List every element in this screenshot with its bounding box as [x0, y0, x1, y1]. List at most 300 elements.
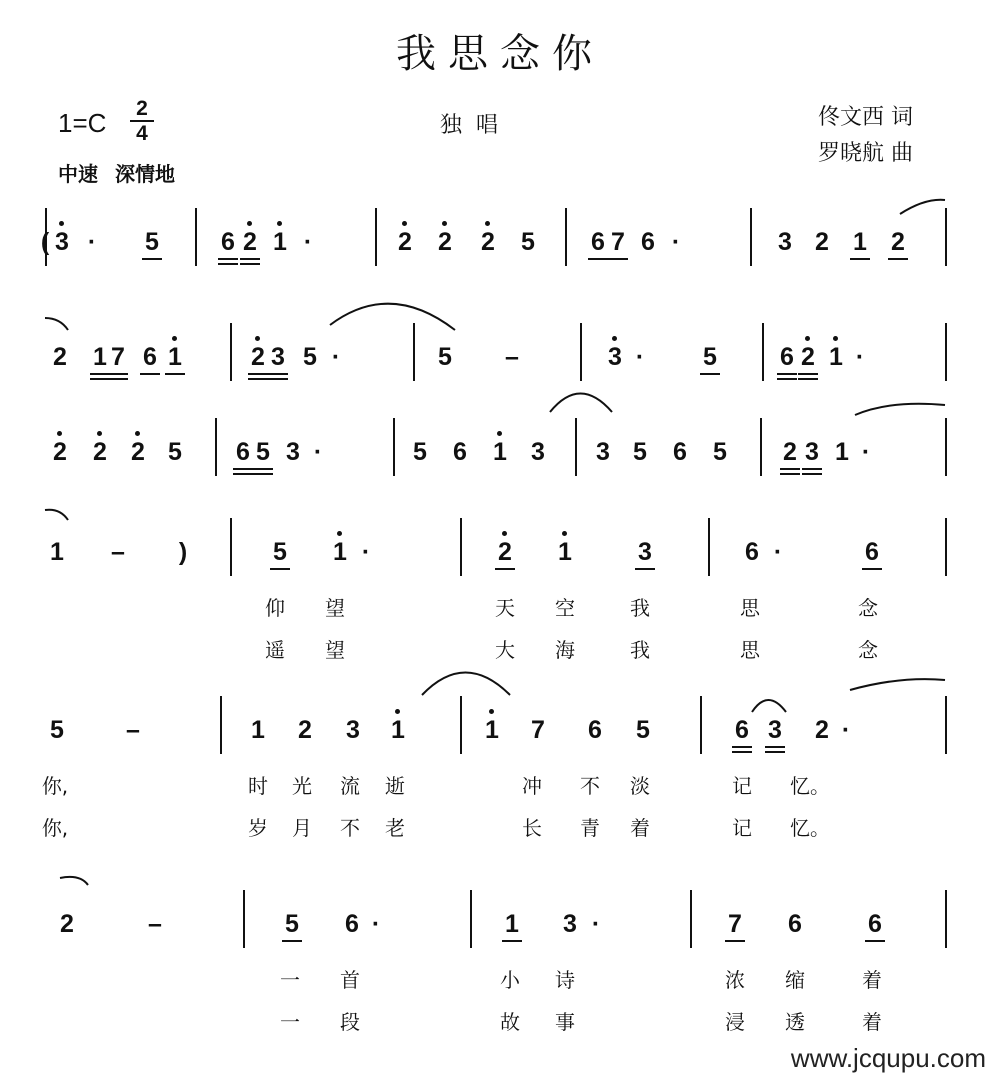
note-digit: 3: [563, 910, 577, 938]
note-digit: 5: [303, 343, 317, 371]
note-digit: 5: [273, 538, 287, 566]
lyric-verse-2: 我: [630, 638, 650, 662]
duration-underline: [233, 468, 253, 470]
note: [126, 440, 150, 465]
octave-dot: [395, 709, 400, 714]
note-digit: 5: [438, 343, 452, 371]
lyric-verse-1: 小: [500, 968, 520, 992]
note-digit: 1: [251, 716, 265, 744]
note-digit: 1: [485, 716, 499, 744]
slur: [45, 510, 68, 520]
duration-underline: [635, 568, 655, 570]
note-digit: 1: [493, 438, 507, 466]
note-digit: 6: [745, 538, 759, 566]
note-digit: 2: [801, 343, 815, 371]
note-digit: ·: [87, 228, 97, 256]
note: [216, 230, 240, 255]
note-digit: 3: [778, 228, 792, 256]
lyric-verse-1: 逝: [385, 774, 405, 798]
note: [433, 345, 457, 370]
note-digit: 6: [143, 343, 157, 371]
note: [238, 230, 262, 255]
bar-line: [580, 323, 582, 381]
note-digit: 2: [815, 716, 829, 744]
lyric-verse-2: 望: [325, 638, 345, 662]
duration-underline: [725, 940, 745, 942]
key-signature: 1=C: [58, 108, 107, 138]
duration-underline: [588, 258, 608, 260]
lyric-verse-2: 长: [522, 816, 542, 840]
note-digit: 6: [236, 438, 250, 466]
note-digit: 2: [251, 343, 265, 371]
duration-underline: [218, 258, 238, 260]
lyric-verse-2: 遥: [265, 638, 285, 662]
duration-underline: [108, 378, 128, 380]
bar-line: [575, 418, 577, 476]
note: [163, 440, 187, 465]
note: [45, 540, 69, 565]
note-digit: 3: [271, 343, 285, 371]
note: [50, 230, 74, 255]
note-digit: 5: [633, 438, 647, 466]
duration-underline: [142, 258, 162, 260]
slur: [855, 404, 945, 415]
note-digit: 7: [111, 343, 125, 371]
note: [266, 345, 290, 370]
note: [848, 230, 872, 255]
note: [863, 912, 887, 937]
lyric-verse-1: 缩: [785, 968, 805, 992]
note-digit: 3: [608, 343, 622, 371]
duration-underline: [282, 940, 302, 942]
note: [48, 345, 72, 370]
note-digit: 6: [780, 343, 794, 371]
note: [668, 440, 692, 465]
lyric-verse-1: 空: [555, 596, 575, 620]
note-digit: 6: [868, 910, 882, 938]
slur: [550, 394, 612, 413]
note: [730, 718, 754, 743]
slur: [422, 673, 510, 696]
note: [354, 540, 378, 565]
note: [268, 540, 292, 565]
duration-underline: [233, 473, 253, 475]
note: [143, 912, 167, 937]
note: [140, 230, 164, 255]
note: [328, 540, 352, 565]
note-digit: 5: [50, 716, 64, 744]
note: [341, 718, 365, 743]
note: [800, 440, 824, 465]
note: [778, 440, 802, 465]
bar-line: [393, 418, 395, 476]
note-digit: 5: [521, 228, 535, 256]
note: [766, 540, 790, 565]
note-digit: ·: [591, 910, 601, 938]
bar-line: [945, 208, 947, 266]
duration-underline: [888, 258, 908, 260]
note-digit: 3: [531, 438, 545, 466]
duration-underline: [798, 373, 818, 375]
note-digit: –: [505, 343, 519, 371]
note-digit: 3: [55, 228, 69, 256]
duration-underline: [108, 373, 128, 375]
lyric-verse-1: 思: [740, 596, 760, 620]
note: [48, 440, 72, 465]
bar-line: [215, 418, 217, 476]
note: [834, 718, 858, 743]
note-digit: 1: [558, 538, 572, 566]
note: [393, 230, 417, 255]
note-digit: ·: [671, 228, 681, 256]
duration-underline: [700, 373, 720, 375]
lyric-verse-2: 青: [580, 816, 600, 840]
watermark: www.jcqupu.com: [790, 1043, 986, 1073]
note: [723, 912, 747, 937]
note: [88, 440, 112, 465]
slur: [850, 679, 945, 690]
note: [493, 540, 517, 565]
duration-underline: [218, 263, 238, 265]
note-digit: ·: [361, 538, 371, 566]
note-digit: 2: [815, 228, 829, 256]
note: [854, 440, 878, 465]
lyric-verse-2: 大: [495, 638, 515, 662]
note: [45, 718, 69, 743]
note-digit: 6: [641, 228, 655, 256]
note: [603, 345, 627, 370]
note-digit: 2: [53, 343, 67, 371]
note-digit: 6: [345, 910, 359, 938]
slur: [900, 200, 945, 214]
duration-underline: [780, 468, 800, 470]
note-digit: 3: [805, 438, 819, 466]
duration-underline: [732, 751, 752, 753]
note: [106, 540, 130, 565]
duration-underline: [140, 373, 160, 375]
note: [281, 440, 305, 465]
duration-underline: [240, 263, 260, 265]
note-digit: –: [148, 910, 162, 938]
octave-dot: [402, 221, 407, 226]
lyric-verse-1: 诗: [555, 968, 575, 992]
note: [251, 440, 275, 465]
lyric-verse-2: 忆。: [790, 816, 830, 840]
note: [628, 440, 652, 465]
lyric-verse-1: 仰: [265, 596, 285, 620]
note-digit: 6: [453, 438, 467, 466]
duration-underline: [765, 751, 785, 753]
duration-underline: [777, 378, 797, 380]
note-digit: 3: [768, 716, 782, 744]
lyric-verse-1: 时: [248, 774, 268, 798]
octave-dot: [502, 531, 507, 536]
note: [584, 912, 608, 937]
note-digit: 7: [611, 228, 625, 256]
duration-underline: [165, 373, 185, 375]
note: [886, 230, 910, 255]
duration-underline: [765, 746, 785, 748]
note: [408, 440, 432, 465]
duration-underline: [732, 746, 752, 748]
note: [306, 440, 330, 465]
bar-line: [708, 518, 710, 576]
note-digit: 1: [93, 343, 107, 371]
bar-line: [243, 890, 245, 948]
duration-underline: [798, 378, 818, 380]
note: [293, 718, 317, 743]
note: [138, 345, 162, 370]
note-digit: 6: [588, 716, 602, 744]
duration-underline: [608, 258, 628, 260]
lyric-verse-1: 着: [862, 968, 882, 992]
note-digit: 5: [713, 438, 727, 466]
note-digit: 2: [243, 228, 257, 256]
bar-line: [230, 518, 232, 576]
duration-underline: [240, 258, 260, 260]
note-digit: ·: [313, 438, 323, 466]
lyric-verse-2: 你,: [41, 816, 69, 840]
note-digit: 6: [735, 716, 749, 744]
note: [763, 718, 787, 743]
note-digit: 1: [273, 228, 287, 256]
lyric-verse-1: 冲: [522, 774, 542, 798]
note: [636, 230, 660, 255]
octave-dot: [497, 431, 502, 436]
tempo-marking: 中速 深情地: [58, 162, 175, 186]
bar-line: [220, 696, 222, 754]
note: [340, 912, 364, 937]
note-digit: 6: [221, 228, 235, 256]
bar-line: [945, 890, 947, 948]
note: [664, 230, 688, 255]
note-digit: ·: [635, 343, 645, 371]
bar-line: [945, 518, 947, 576]
note: [246, 718, 270, 743]
note-digit: 7: [728, 910, 742, 938]
note-digit: 1: [168, 343, 182, 371]
duration-underline: [90, 378, 110, 380]
note: [480, 718, 504, 743]
time-signature-bottom: 4: [136, 122, 148, 145]
note: [526, 440, 550, 465]
lyric-verse-2: 浸: [725, 1010, 745, 1034]
note-digit: 3: [286, 438, 300, 466]
note: [591, 440, 615, 465]
lyric-verse-1: 你,: [41, 774, 69, 798]
note: [448, 440, 472, 465]
octave-dot: [805, 336, 810, 341]
note-digit: 5: [413, 438, 427, 466]
note: [55, 912, 79, 937]
performance-mode: 独唱: [440, 113, 513, 138]
note: [280, 912, 304, 937]
note: [364, 912, 388, 937]
note: [433, 230, 457, 255]
octave-dot: [489, 709, 494, 714]
note: [268, 230, 292, 255]
lyric-verse-1: 记: [732, 774, 752, 798]
duration-underline: [780, 473, 800, 475]
note: [606, 230, 630, 255]
note: [80, 230, 104, 255]
octave-dot: [612, 336, 617, 341]
note: [298, 345, 322, 370]
note: [583, 718, 607, 743]
duration-underline: [270, 568, 290, 570]
note-digit: 3: [596, 438, 610, 466]
note-digit: 6: [788, 910, 802, 938]
song-title: 我思念你: [396, 31, 604, 77]
note: [628, 345, 652, 370]
note: [740, 540, 764, 565]
note-digit: (: [40, 228, 50, 256]
note-digit: 6: [591, 228, 605, 256]
note: [386, 718, 410, 743]
note-digit: ·: [855, 343, 865, 371]
bar-line: [460, 518, 462, 576]
note: [830, 440, 854, 465]
octave-dot: [97, 431, 102, 436]
note-digit: 2: [891, 228, 905, 256]
note-digit: ·: [861, 438, 871, 466]
note-digit: 1: [391, 716, 405, 744]
time-signature-top: 2: [136, 97, 148, 120]
note: [324, 345, 348, 370]
note: [558, 912, 582, 937]
note-digit: 1: [505, 910, 519, 938]
note: [500, 912, 524, 937]
slur: [330, 304, 455, 330]
duration-underline: [253, 468, 273, 470]
octave-dot: [247, 221, 252, 226]
note: [631, 718, 655, 743]
lyric-verse-1: 我: [630, 596, 650, 620]
note-digit: –: [126, 716, 140, 744]
slur: [60, 877, 88, 885]
bar-line: [195, 208, 197, 266]
note: [476, 230, 500, 255]
bar-line: [750, 208, 752, 266]
duration-underline: [495, 568, 515, 570]
lyric-verse-2: 一: [280, 1010, 300, 1034]
octave-dot: [255, 336, 260, 341]
note: [163, 345, 187, 370]
lyric-verse-2: 事: [555, 1010, 575, 1034]
composer-credit: 罗晓航 曲: [818, 141, 913, 166]
time-signature: [130, 98, 154, 144]
octave-dot: [57, 431, 62, 436]
duration-underline: [862, 568, 882, 570]
lyric-verse-2: 岁: [248, 816, 268, 840]
note-digit: 1: [333, 538, 347, 566]
lyricist-credit: 佟文西 词: [818, 105, 913, 130]
note-digit: ): [178, 538, 188, 566]
note-digit: 7: [531, 716, 545, 744]
note-digit: 2: [398, 228, 412, 256]
note-digit: 2: [53, 438, 67, 466]
note-digit: 2: [131, 438, 145, 466]
note-digit: 5: [703, 343, 717, 371]
lyric-verse-2: 故: [500, 1010, 520, 1034]
note: [860, 540, 884, 565]
note: [171, 540, 195, 565]
note: [796, 345, 820, 370]
note-digit: ·: [331, 343, 341, 371]
slur: [752, 700, 786, 712]
note: [698, 345, 722, 370]
note-digit: ·: [773, 538, 783, 566]
bar-line: [762, 323, 764, 381]
bar-line: [413, 323, 415, 381]
octave-dot: [172, 336, 177, 341]
lyric-verse-1: 天: [495, 596, 515, 620]
note-digit: 1: [50, 538, 64, 566]
note-digit: –: [111, 538, 125, 566]
note-digit: 2: [481, 228, 495, 256]
note: [296, 230, 320, 255]
lyric-verse-2: 记: [732, 816, 752, 840]
duration-underline: [502, 940, 522, 942]
bar-line: [375, 208, 377, 266]
note-digit: ·: [303, 228, 313, 256]
octave-dot: [442, 221, 447, 226]
bar-line: [230, 323, 232, 381]
note-digit: 2: [783, 438, 797, 466]
lyric-verse-1: 念: [858, 596, 878, 620]
note-digit: 2: [298, 716, 312, 744]
note-digit: 6: [865, 538, 879, 566]
octave-dot: [562, 531, 567, 536]
note: [500, 345, 524, 370]
octave-dot: [337, 531, 342, 536]
bar-line: [565, 208, 567, 266]
lyric-verse-1: 不: [580, 774, 600, 798]
lyric-verse-2: 海: [555, 638, 575, 662]
lyric-verse-1: 忆。: [790, 774, 830, 798]
note-digit: 2: [498, 538, 512, 566]
lyric-verse-1: 望: [325, 596, 345, 620]
note: [106, 345, 130, 370]
note-digit: 2: [93, 438, 107, 466]
bar-line: [470, 890, 472, 948]
note-digit: 1: [835, 438, 849, 466]
lyric-verse-2: 思: [740, 638, 760, 662]
note-digit: ·: [841, 716, 851, 744]
note-digit: 5: [168, 438, 182, 466]
note-digit: ·: [371, 910, 381, 938]
lyric-verse-1: 淡: [630, 774, 650, 798]
bar-line: [945, 696, 947, 754]
octave-dot: [833, 336, 838, 341]
note-digit: 2: [60, 910, 74, 938]
duration-underline: [802, 473, 822, 475]
duration-underline: [253, 473, 273, 475]
duration-underline: [865, 940, 885, 942]
lyric-verse-2: 不: [340, 816, 360, 840]
lyric-verse-1: 光: [292, 774, 312, 798]
duration-underline: [268, 378, 288, 380]
duration-underline: [248, 373, 268, 375]
duration-underline: [268, 373, 288, 375]
lyric-verse-2: 着: [630, 816, 650, 840]
lyric-verse-2: 段: [340, 1010, 360, 1034]
duration-underline: [248, 378, 268, 380]
note-digit: 5: [256, 438, 270, 466]
note: [121, 718, 145, 743]
note-digit: 5: [285, 910, 299, 938]
bar-line: [760, 418, 762, 476]
